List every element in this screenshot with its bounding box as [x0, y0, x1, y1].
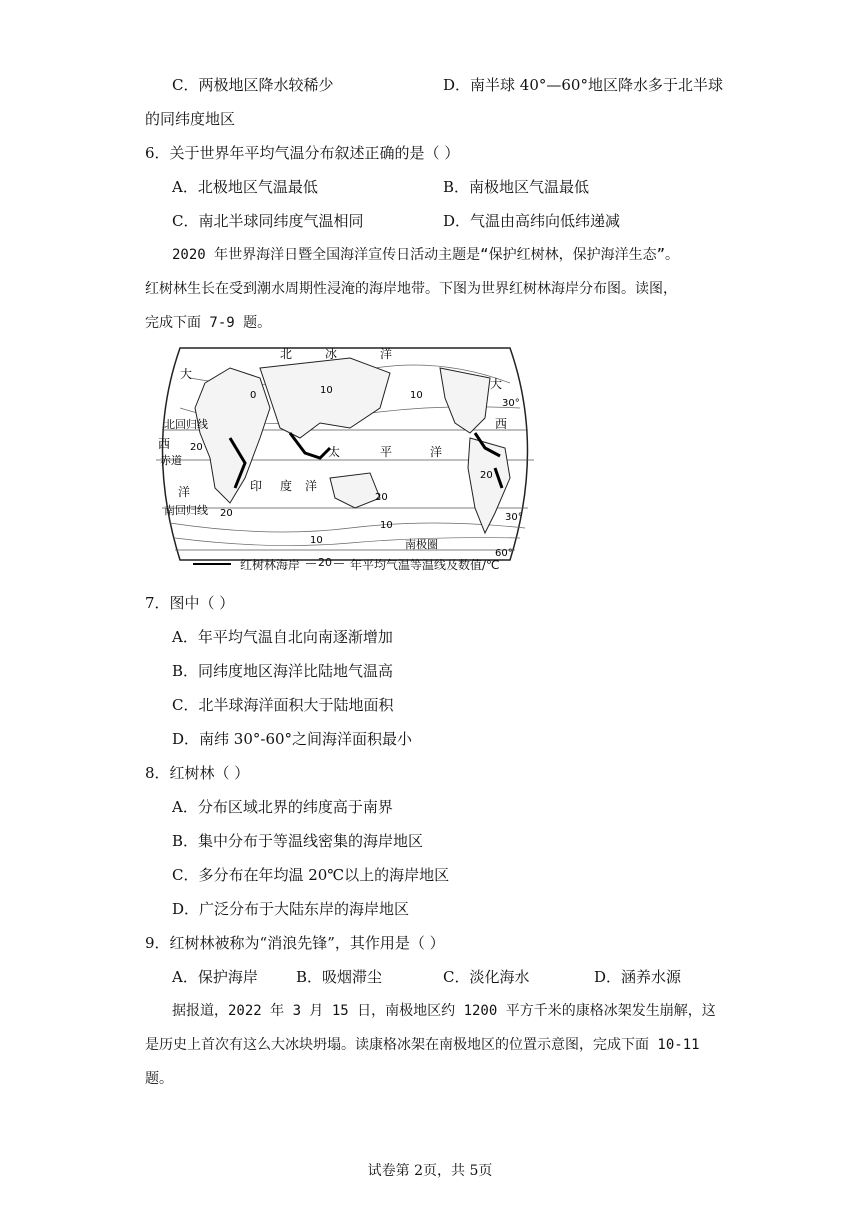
- q9-option-c: C．淡化海水: [443, 968, 530, 986]
- label-bing: 冰: [325, 347, 338, 361]
- intro1-line3: 完成下面 7-9 题。: [145, 315, 272, 331]
- q6-option-b: B．南极地区气温最低: [443, 178, 590, 196]
- q8-option-b: B．集中分布于等温线密集的海岸地区: [172, 832, 424, 850]
- q6-option-d: D．气温由高纬向低纬递减: [443, 212, 621, 230]
- mangrove-world-map: [150, 338, 540, 578]
- intro1-line1: 2020 年世界海洋日暨全国海洋宣传日活动主题是“保护红树林，保护海洋生态”。: [172, 247, 679, 263]
- q9-option-b: B．吸烟滞尘: [296, 968, 383, 986]
- iso-20d: 20: [375, 492, 388, 503]
- label-ping: 平: [380, 445, 393, 459]
- label-yang1: 洋: [380, 347, 393, 361]
- lat-60-south: 60°: [495, 548, 513, 559]
- lat-30-north: 30°: [502, 398, 520, 409]
- q8-option-d: D．广泛分布于大陆东岸的海岸地区: [172, 900, 410, 918]
- q9-option-d: D．涵养水源: [594, 968, 682, 986]
- q6-option-c: C．南北半球同纬度气温相同: [172, 212, 364, 230]
- legend-iso-line-right: [334, 563, 344, 564]
- q5-option-c: C．两极地区降水较稀少: [172, 76, 334, 94]
- q6-stem: 6．关于世界年平均气温分布叙述正确的是（ ）: [145, 144, 460, 162]
- label-yang2: 洋: [178, 485, 191, 499]
- label-xi2: 西: [495, 417, 508, 431]
- label-yang4: 洋: [305, 479, 318, 493]
- label-tropic-cancer: 北回归线: [164, 418, 208, 431]
- legend-iso-line-left: [306, 563, 316, 564]
- q8-option-c: C．多分布在年均温 20℃以上的海岸地区: [172, 866, 450, 884]
- q7-option-c: C．北半球海洋面积大于陆地面积: [172, 696, 394, 714]
- intro2-line1: 据报道，2022 年 3 月 15 日，南极地区约 1200 平方千米的康格冰架发生崩解，这: [172, 1003, 716, 1019]
- label-north: 北: [280, 347, 293, 361]
- q5-option-d: D．南半球 40°—60°地区降水多于北半球: [443, 76, 723, 94]
- iso-10b: 10: [410, 390, 423, 401]
- q7-option-a: A．年平均气温自北向南逐渐增加: [172, 628, 393, 646]
- q7-stem: 7．图中（ ）: [145, 594, 235, 612]
- iso-20c: 20: [220, 508, 233, 519]
- iso-10a: 10: [320, 385, 333, 396]
- map-svg: [150, 338, 540, 578]
- q8-stem: 8．红树林（ ）: [145, 764, 250, 782]
- legend-mangrove-line: [193, 563, 231, 565]
- label-antarctic-circle: 南极圈: [405, 538, 438, 551]
- label-equator: 赤道: [160, 454, 182, 467]
- intro2-line3: 题。: [145, 1071, 173, 1087]
- label-du: 度: [280, 479, 293, 493]
- iso-10c: 10: [380, 520, 393, 531]
- lat-30-south: 30°: [505, 512, 523, 523]
- label-yang3: 洋: [430, 445, 443, 459]
- legend-iso-number: 20: [318, 556, 332, 569]
- q7-option-b: B．同纬度地区海洋比陆地气温高: [172, 662, 394, 680]
- legend-mangrove-label: 红树林海岸: [240, 558, 301, 572]
- q5-option-d-continued: 的同纬度地区: [145, 110, 236, 128]
- intro2-line2: 是历史上首次有这么大冰块坍塌。读康格冰架在南极地区的位置示意图，完成下面 10-11: [145, 1037, 700, 1053]
- q8-option-a: A．分布区域北界的纬度高于南界: [172, 798, 393, 816]
- label-da2: 大: [490, 377, 503, 391]
- iso-20a: 20: [190, 442, 203, 453]
- intro1-line2: 红树林生长在受到潮水周期性浸淹的海岸地带。下图为世界红树林海岸分布图。读图，: [145, 281, 677, 297]
- q9-stem: 9．红树林被称为“消浪先锋”，其作用是（ ）: [145, 934, 445, 952]
- legend-iso-label: 年平均气温等温线及数值/℃: [350, 558, 500, 572]
- label-xi: 西: [158, 437, 171, 451]
- iso-10d: 10: [310, 535, 323, 546]
- iso-20b: 20: [480, 470, 493, 481]
- q7-option-d: D．南纬 30°-60°之间海洋面积最小: [172, 730, 413, 748]
- label-da: 大: [180, 367, 193, 381]
- label-tai: 太: [328, 445, 341, 459]
- label-yin: 印: [250, 479, 263, 493]
- iso-0: 0: [250, 390, 257, 401]
- q6-option-a: A．北极地区气温最低: [172, 178, 318, 196]
- label-tropic-capricorn: 南回归线: [164, 504, 208, 517]
- q9-option-a: A．保护海岸: [172, 968, 258, 986]
- page-footer: 试卷第 2页，共 5页: [367, 1163, 493, 1179]
